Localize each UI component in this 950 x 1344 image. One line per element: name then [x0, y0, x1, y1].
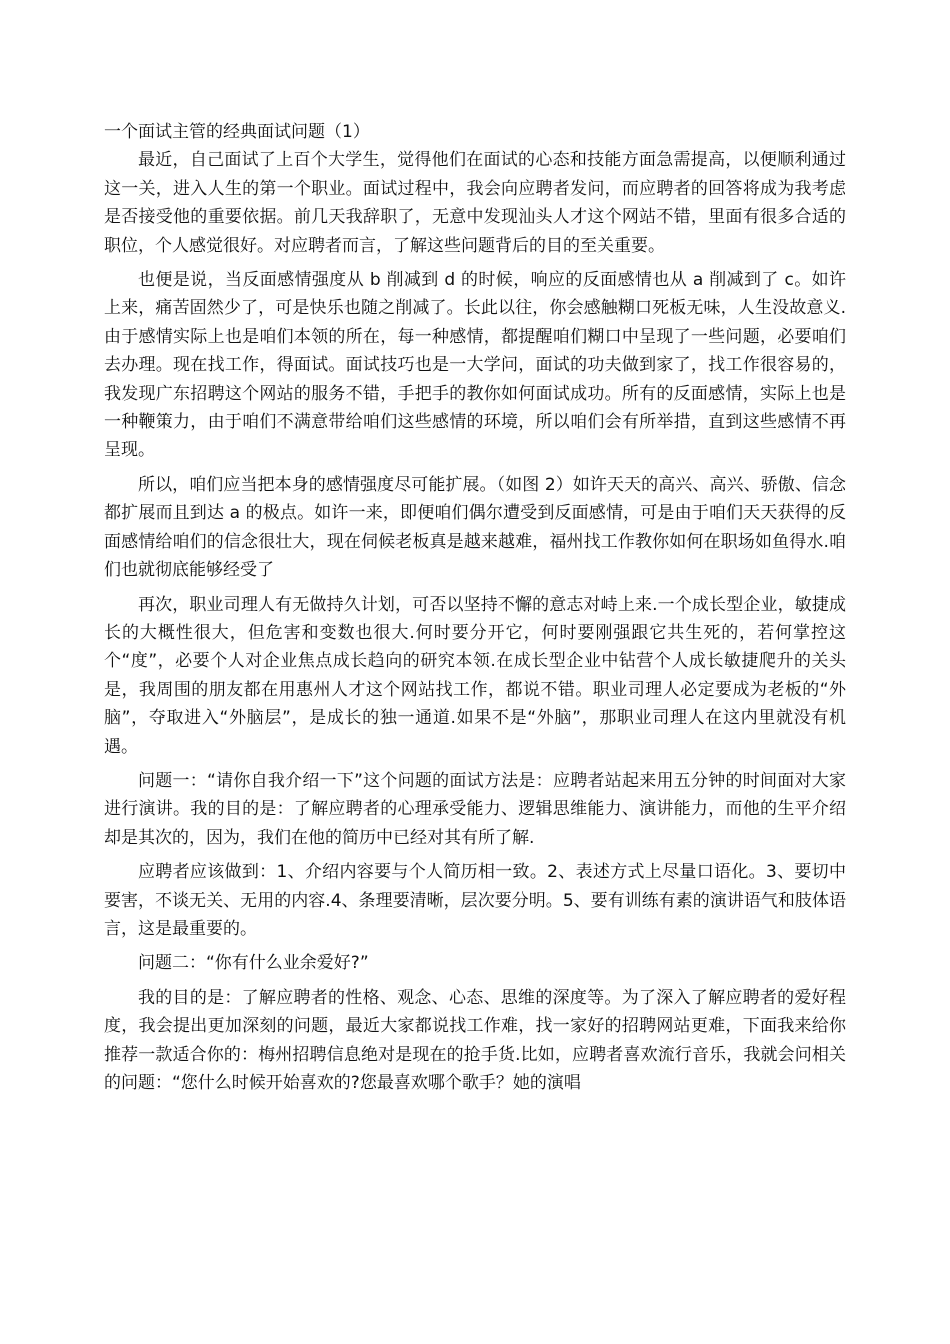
paragraph-4: 再次，职业司理人有无做持久计划，可否以坚持不懈的意志对峙上来.一个成长型企业，敏捷成长的大概性很大，但危害和变数也很大.何时要分开它，何时要刚强跟它共生死的，若何掌控这个“度”，必要个人对企业焦点成长趋向的研究本领.在成长型企业中钻营个人成长敏捷爬升的关头是，我周围的朋友都在用惠州人才这个网站找工作，都说不错。职业司理人必定要成为老板的“外脑”，夺取进入“外脑层”，是成长的独一通道.如果不是“外脑”，那职业司理人在这内里就没有机遇。 — [104, 594, 846, 757]
paragraph-1: 最近，自己面试了上百个大学生，觉得他们在面试的心态和技能方面急需提高，以便顺利通过这一关，进入人生的第一个职业。面试过程中，我会向应聘者发问，而应聘者的回答将成为我考虑是否接受他的重要依据。前几天我辞职了，无意中发现汕头人才这个网站不错，里面有很多合适的职位，个人感觉很好。对应聘者而言，了解这些问题背后的目的至关重要。 — [104, 150, 846, 256]
document-body — [104, 118, 846, 1103]
paragraph-2: 也便是说，当反面感情强度从 b 削减到 d 的时候，响应的反面感情也从 a 削减到了 c。如许上来，痛苦固然少了，可是快乐也随之削减了。长此以往，你会感触糊口死板无味，人生没故意义.由于感情实际上也是咱们本领的所在，每一种感情，都提醒咱们糊口中呈现了一些问题，必要咱们去办理。现在找工作，得面试。面试技巧也是一大学问，面试的功夫做到家了，找工作很容易的，我发现广东招聘这个网站的服务不错，手把手的教你如何面试成功。所有的反面感情，实际上也是一种鞭策力，由于咱们不满意带给咱们这些感情的环境，所以咱们会有所举措，直到这些感情不再呈现。 — [104, 270, 846, 461]
document-title: 一个面试主管的经典面试问题（1） — [104, 122, 370, 142]
paragraph-5: 问题一：“请你自我介绍一下”这个问题的面试方法是：应聘者站起来用五分钟的时间面对大家进行演讲。我的目的是：了解应聘者的心理承受能力、逻辑思维能力、演讲能力，而他的生平介绍却是其次的，因为，我们在他的简历中已经对其有所了解. — [104, 770, 846, 848]
paragraph-3: 所以，咱们应当把本身的感情强度尽可能扩展。（如图 2）如许天天的高兴、高兴、骄傲、信念都扩展而且到达 a 的极点。如许一来，即便咱们偶尔遭受到反面感情，可是由于咱们天天获得的反面感情给咱们的信念很壮大，现在伺候老板真是越来越难，福州找工作教你如何在职场如鱼得水.咱们也就彻底能够经受了 — [104, 474, 846, 581]
paragraph-6: 应聘者应该做到：1、介绍内容要与个人简历相一致。2、表述方式上尽量口语化。3、要切中要害，不谈无关、无用的内容.4、条理要清晰，层次要分明。5、要有训练有素的演讲语气和肢体语言，这是最重要的。 — [104, 862, 846, 939]
paragraph-7: 问题二：“你有什么业余爱好?” — [138, 953, 369, 974]
paragraph-8: 我的目的是：了解应聘者的性格、观念、心态、思维的深度等。为了深入了解应聘者的爱好程度，我会提出更加深刻的问题，最近大家都说找工作难，找一家好的招聘网站更难，下面我来给你推荐一款适合你的：梅州招聘信息绝对是现在的抢手货.比如，应聘者喜欢流行音乐，我就会问相关的问题：“您什么时候开始喜欢的?您最喜欢哪个歌手？她的演唱 — [104, 987, 846, 1093]
